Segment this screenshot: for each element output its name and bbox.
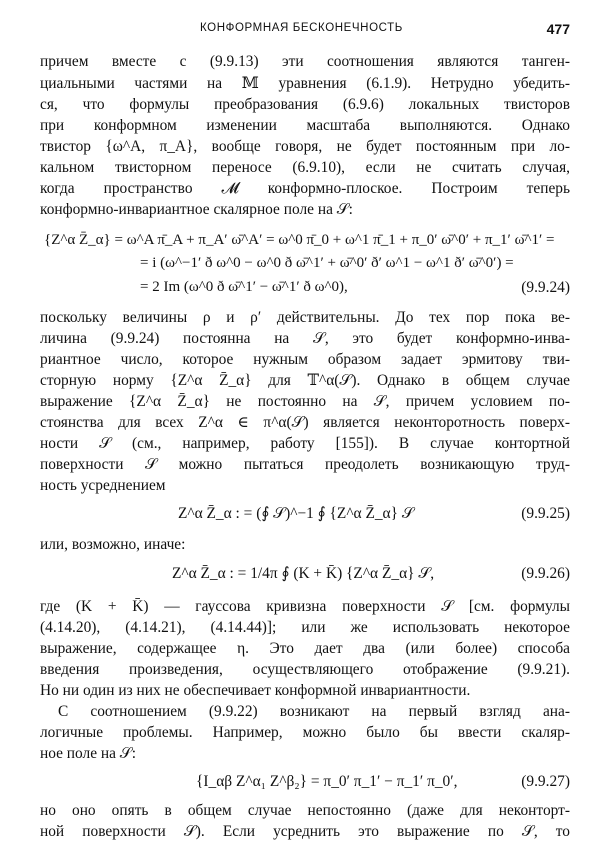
equation-number: (9.9.25) [521, 505, 570, 522]
text-line: когда пространство 𝓜 конформно-плоское. Построим теперь [40, 180, 570, 197]
text-line: при конформном изменении масштаба выполняются. Однако [40, 117, 570, 134]
equation-number: (9.9.24) [521, 279, 570, 296]
text-line: ность усреднением [40, 477, 166, 494]
page-header [40, 22, 570, 42]
text-line: ной поверхности 𝒮). Если усреднить это выражение по 𝒮, то [40, 823, 570, 840]
text-line: ное поле на 𝒮: [40, 745, 136, 762]
page-number: 477 [546, 21, 570, 37]
text-line: поверхности 𝒮 можно пытаться преодолеть возникающую труд- [40, 456, 570, 473]
equation-line: = 2 Im (ω^0 ð ω̄^1′ − ω̄^1′ ð ω^0), [140, 279, 348, 295]
text-line: выражение, содержащее η. Это дает два (или более) способа [40, 640, 570, 657]
equation-number: (9.9.26) [521, 565, 570, 582]
equation-line: = i (ω^−1′ ð ω^0 − ω^0 ð ω̄^1′ + ω̄^0′ ð′ ω^1 − ω^1 ð′ ω̄^0′) = [140, 255, 514, 271]
text-line: ности 𝒮 (см., например, работу [155]). В случае контортной [40, 435, 570, 452]
text-line: выражение {Z^α Z̄_α} не постоянно на 𝒮, причем условием по- [40, 393, 570, 410]
text-line: введения произведения, осуществляющего отображение (9.9.21). [40, 661, 570, 678]
text-line: сторную норму {Z^α Z̄_α} для 𝕋^α(𝒮). Однако в общем случае [40, 372, 570, 389]
text-line: стоянства для всех Z^α ∈ π^α(𝒮) является неконторотность поверх- [40, 414, 570, 431]
text-line: но оно опять в общем случае непостоянно (даже для неконторт- [40, 802, 570, 819]
text-line: где (K + K̄) — гауссова кривизна поверхности 𝒮 [см. формулы [40, 598, 570, 615]
equation-line: {Z^α Z̄_α} = ω^A π̄_A + π_A′ ω̄^A′ = ω^0 π̄_0 + ω^1 π̄_1 + π_0′ ω̄^0′ + π_1′ ω̄^1′ = [44, 232, 555, 248]
text-line: (4.14.20), (4.14.21), (4.14.44)]; или же использовать некоторое [40, 619, 570, 636]
equation-line: Z^α Z̄_α : = (∮ 𝒮)^−1 ∮ {Z^α Z̄_α} 𝒮 [178, 505, 414, 522]
text-line: Но ни один из них не обеспечивает конформной инвариантности. [40, 682, 471, 699]
text-line: логичные проблемы. Например, можно было бы ввести скаляр- [40, 724, 570, 741]
text-line: ся, что формулы преобразования (6.9.6) локальных твисторов [40, 96, 570, 113]
running-title: КОНФОРМНАЯ БЕСКОНЕЧНОСТЬ [200, 22, 403, 34]
text-line: С соотношением (9.9.22) возникают на первый взгляд ана- [58, 703, 570, 720]
text-line: твистор {ω^A, π_A}, вообще говоря, не будет постоянным при ло- [40, 138, 570, 155]
text-line: причем вместе с (9.9.13) эти соотношения являются танген- [40, 53, 570, 70]
equation-number: (9.9.27) [521, 773, 570, 790]
text-line: поскольку величины ρ и ρ′ действительны. До тех пор пока ве- [40, 309, 570, 326]
text-line: риантное число, которое нужным образом задает эрмитову тви- [40, 351, 570, 368]
equation-line: {I_αβ Z^α₁ Z^β₂} = π_0′ π_1′ − π_1′ π_0′, [196, 773, 458, 790]
text-line: конформно-инвариантное скалярное поле на 𝒮: [40, 201, 353, 218]
text-line: личина (9.9.24) постоянна на 𝒮, это будет конформно-инва- [40, 330, 570, 347]
text-line: кальном твисторном переносе (6.9.10), если не считать случая, [40, 159, 570, 176]
text-line: циальными частями на 𝕄 уравнения (6.1.9). Нетрудно убедить- [40, 75, 570, 92]
equation-line: Z^α Z̄_α : = 1/4π ∮ (K + K̄) {Z^α Z̄_α} 𝒮, [172, 565, 435, 582]
text-line: или, возможно, иначе: [40, 536, 186, 553]
